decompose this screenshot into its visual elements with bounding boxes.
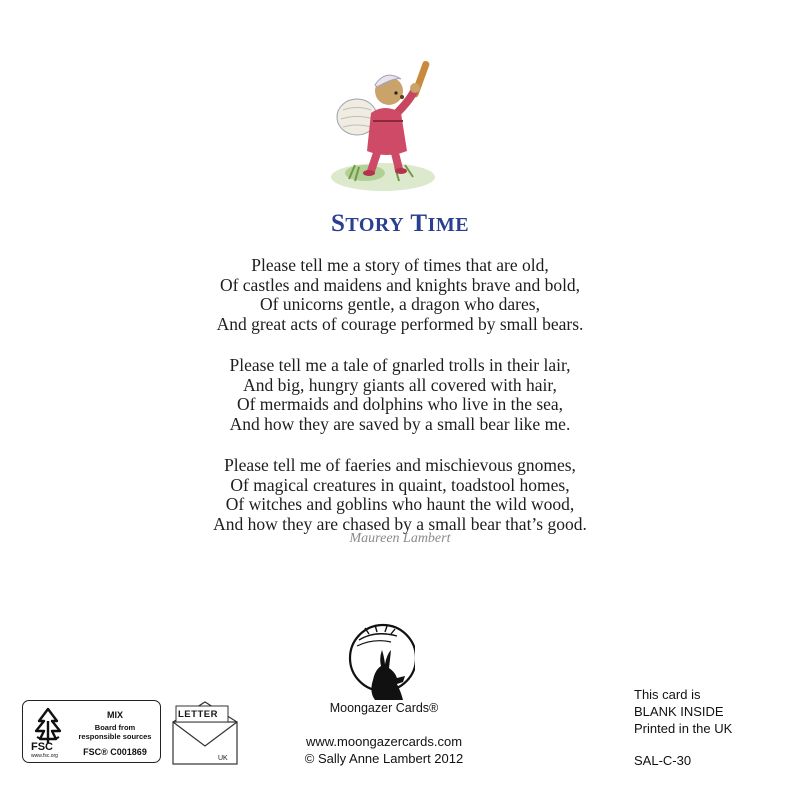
fsc-board-line-2: responsible sources (78, 732, 152, 741)
fsc-mix: MIX (106, 710, 123, 720)
poem-line: Of witches and goblins who haunt the wild wood, (225, 494, 575, 514)
letter-label: LETTER (178, 709, 218, 720)
title-initial-s: S (330, 210, 346, 237)
fsc-url: www.fsc.org (31, 753, 58, 759)
bear-knight-illustration (325, 55, 440, 195)
stanza-2 (0, 356, 800, 434)
fsc-board-text (71, 723, 159, 741)
product-code: SAL-C-30 (634, 753, 692, 768)
poem (0, 256, 800, 556)
card-info (634, 686, 732, 737)
brand-name: Moongazer Cards® (329, 701, 439, 715)
poem-line: Of unicorns gentle, a dragon who dares, (260, 294, 540, 314)
poem-line: Please tell me a tale of gnarled trolls in their lair, (229, 355, 571, 375)
card-info-line-1: This card is (634, 687, 701, 702)
poem-line: Of magical creatures in quaint, toadstool homes, (230, 474, 570, 495)
poem-line: Please tell me a story of times that are old, (251, 255, 549, 275)
title-initial-t: T (410, 210, 428, 237)
poem-line: Please tell me of faeries and mischievous gnomes, (224, 455, 576, 475)
website-link[interactable]: www.moongazercards.com (305, 734, 463, 749)
fsc-label: FSC (31, 741, 53, 753)
fsc-badge (22, 700, 161, 763)
letter-badge (170, 700, 240, 766)
poem-line: Of mermaids and dolphins who live in the sea, (236, 394, 564, 414)
title-rest-tory: TORY (345, 214, 405, 236)
stanza-3 (0, 456, 800, 534)
poem-line: And how they are saved by a small bear like me. (229, 413, 571, 434)
poem-line: Of castles and maidens and knights brave and bold, (219, 274, 581, 295)
card-info-line-2: BLANK INSIDE (634, 704, 724, 719)
poem-author: Maureen Lambert (349, 531, 451, 546)
copyright: © Sally Anne Lambert 2012 (304, 751, 464, 766)
page-title (0, 210, 800, 238)
fsc-board-line-1: Board from (94, 723, 136, 732)
fsc-code: FSC® C001869 (83, 747, 147, 757)
poem-line: And how they are chased by a small bear that’s good. (213, 513, 587, 534)
card-info-line-3: Printed in the UK (634, 721, 733, 736)
poem-line: And big, hungry giants all covered with hair, (243, 374, 557, 395)
poem-line: And great acts of courage performed by small bears. (216, 313, 584, 334)
moongazer-hare-logo (345, 620, 415, 702)
letter-region: UK (218, 755, 228, 762)
title-rest-ime: IME (427, 214, 470, 236)
stanza-1 (0, 256, 800, 334)
